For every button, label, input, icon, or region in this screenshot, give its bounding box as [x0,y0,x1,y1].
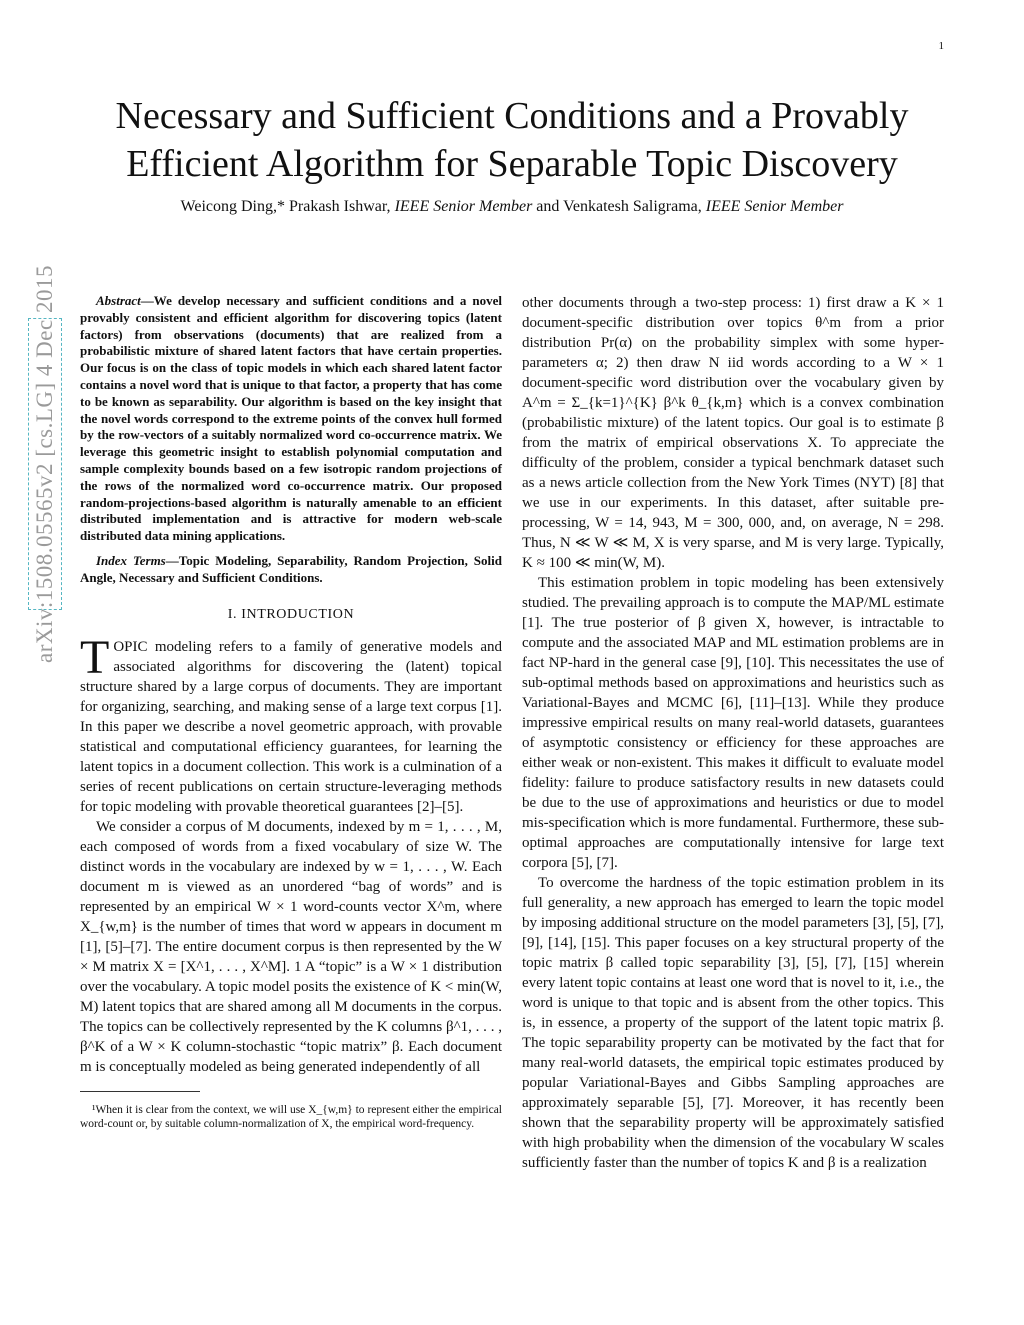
arxiv-stamp [28,265,62,663]
paper-title: Necessary and Sufficient Conditions and a Provably Efficient Algorithm for Separable Topic Discovery [115,95,909,185]
author-line [60,198,964,216]
arxiv-stamp-text: arXiv:1508.05565v2 [cs.LG] 4 Dec 2015 [32,265,58,663]
right-paragraph-1: other documents through a two-step process: 1) first draw a K × 1 document-specific distribution over topics θ^m from a prior distribution Pr(α) on the probability simplex with some hyper-parameters α; 2) then draw N iid words according to a W × 1 document-specific word distribution over the vocabulary given by A^m = Σ_{k=1}^{K} β^k θ_{k,m} which is a convex combination (probabilistic mixture) of the latent topics. Our goal is to estimate β from the matrix of empirical observations X. To appreciate the difficulty of the problem, consider a typical benchmark dataset such as a news article collection from the New York Times (NYT) [8] that we use in our experiments. In this dataset, after suitable pre-processing, W = 14, 943, M = 300, 000, and, on average, N = 298. Thus, N ≪ W ≪ M, X is very sparse, and M is very large. Typically, K ≈ 100 ≪ min(W, M). [522,295,944,571]
index-terms-label: Index Terms [96,552,166,568]
abstract-text: —We develop necessary and sufficient conditions and a novel provably consistent and efficient algorithm for discovering topics (latent factors) from observations (documents) that are realized from a probabilistic mixture of shared latent factors that have certain properties. Our focus is on the class of topic models in which each shared latent factor contains a novel word that is unique to that factor, a property that has come to be known as separability. Our algorithm is based on the key insight that the novel words correspond to the extreme points of the convex hull formed by the row-vectors of a suitably normalized word co-occurrence matrix. We leverage this geometric insight to establish polynomial computation and sample complexity bounds based on a few isotropic random projections of the rows of the normalized word co-occurrence matrix. Our proposed random-projections-based algorithm is naturally amenable to an efficient distributed implementation and is attractive for modern web-scale distributed data mining applications. [80,293,502,544]
right-paragraph-2: This estimation problem in topic modeling has been extensively studied. The prevailing approach is to compute the MAP/ML estimate [1]. The true posterior of β given X, however, is intractable to compute and the associated MAP and ML estimation problems are in fact NP-hard in the general case [9], [10]. This necessitates the use of sub-optimal methods based on approximations and heuristics such as Variational-Bayes and MCMC [6], [11]–[13]. While they produce impressive empirical results on many real-world datasets, guarantees of asymptotic consistency or efficiency for these approaches are either weak or non-existent. This makes it difficult to evaluate model fidelity: failure to produce satisfactory results in new datasets could be due to the use of approximations and heuristics or due to model mis-specification which is more fundamental. Furthermore, these sub-optimal approaches are computationally intensive for large text corpora [5], [7]. [522,575,944,871]
index-terms-text: —Topic Modeling, Separability, Random Projection, Solid Angle, Necessary and Sufficient Conditions. [80,552,502,585]
author-conjunction: and Venkatesh Saligrama, [532,198,706,215]
author-2: Prakash Ishwar, [289,198,395,215]
index-terms [80,553,502,587]
right-column [522,293,944,1173]
intro-paragraph-1-text: OPIC modeling refers to a family of generative models and associated algorithms for discovering the (latent) topical structure shared by a large corpus of documents. They are important for organizing, searching, and making sense of a large text corpus [1]. In this paper we describe a novel geometric approach, with provable statistical and computational efficiency guarantees, for learning the latent topics in a document collection. This work is a culmination of a series of recent publications on certain structure-leveraging methods for topic modeling with provable theoretical guarantees [2]–[5]. [80,638,502,815]
author-3-role: IEEE Senior Member [705,198,844,215]
left-column [80,293,502,1143]
footnote-divider [80,1091,200,1092]
page-number: 1 [938,40,944,52]
intro-paragraph-1 [80,630,502,817]
abstract [80,293,502,545]
author-2-role: IEEE Senior Member [394,198,533,215]
drop-cap: T [80,630,110,684]
intro-paragraph-2: We consider a corpus of M documents, indexed by m = 1, . . . , M, each composed of words from a fixed vocabulary of size W. The distinct words in the vocabulary are indexed by w = 1, . . . , W. Each document m is viewed as an unordered “bag of words” and is represented by an empirical W × 1 word-counts vector X^m, where X_{w,m} is the number of times that word w appears in document m [1], [5]–[7]. The entire document corpus is then represented by the W × M matrix X = [X^1, . . . , X^M]. 1 A “topic” is a W × 1 distribution over the vocabulary. A topic model posits the existence of K < min(W, M) latent topics that are shared among all M documents in the corpus. The topics can be collectively represented by the K columns β^1, . . . , β^K of a W × K column-stochastic “topic matrix” β. Each document m is conceptually modeled as being generated independently of all [80,818,502,1075]
footnote: ¹When it is clear from the context, we will use X_{w,m} to represent either the empirical word-count or, by suitable column-normalization of X, the empirical word-frequency. [80,1104,502,1131]
author-1: Weicong Ding,* [180,198,289,215]
section-heading: I. INTRODUCTION [227,606,355,622]
abstract-label: Abstract [96,293,141,308]
right-paragraph-3: To overcome the hardness of the topic estimation problem in its full generality, a new approach has emerged to learn the topic model by imposing additional structure on the model parameters [3], [5], [7], [9], [14], [15]. This paper focuses on a key structural property of the topic matrix β called topic separability [3], [5], [7], [15] wherein every latent topic contains at least one word that is novel to it, i.e., the word is unique to that topic and is absent from the other topics. This is, in essence, a property of the support of the latent topic matrix β. The topic separability property can be motivated by the fact that for many real-world datasets, the empirical topic estimates produced by popular Variational-Bayes and Gibbs Sampling approaches are approximately separable [5], [7]. Moreover, it has recently been shown that the separability property will be approximately satisfied with high probability when the dimension of the vocabulary W scales sufficiently faster than the number of topics K and β is a realization [522,875,944,1171]
